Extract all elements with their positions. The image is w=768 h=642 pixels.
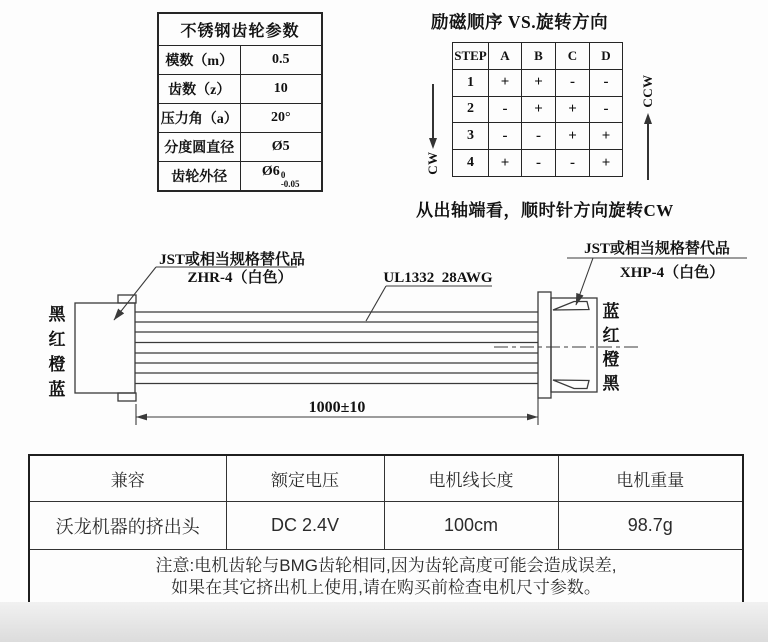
gear-param-value: 20° <box>240 104 322 133</box>
table-row <box>158 75 322 104</box>
gear-spec-table <box>157 12 323 192</box>
polarity-cell: - <box>489 96 522 123</box>
wire-spec-leader <box>366 286 492 321</box>
step-header-cell: STEP <box>453 43 489 70</box>
gear-param-label: 压力角（a） <box>158 104 240 133</box>
connector-latch <box>553 302 589 311</box>
table-row <box>158 104 322 133</box>
spec-value-cell: 100cm <box>384 502 558 550</box>
wire-color-label: 红 <box>602 326 620 345</box>
step-number: 1 <box>453 69 489 96</box>
step-number: 3 <box>453 123 489 150</box>
tolerance-stack <box>281 171 300 189</box>
polarity-cell: + <box>590 123 623 150</box>
left-connector-label-line2: ZHR-4（白色） <box>187 270 293 286</box>
left-connector <box>75 295 136 401</box>
cable-drawing <box>0 228 768 442</box>
dim-arrowhead-icon <box>527 414 538 421</box>
table-row <box>158 162 322 192</box>
gear-od-value: Ø6 <box>261 163 280 179</box>
table-row <box>453 123 623 150</box>
spec-header-cell: 额定电压 <box>226 455 384 502</box>
table-row <box>29 502 743 550</box>
gear-param-value <box>240 162 322 192</box>
left-connector-label-line1: JST或相当规格替代品 <box>159 252 305 268</box>
connector-latch <box>553 380 589 389</box>
polarity-cell: - <box>522 123 556 150</box>
right-connector-label-line2: XHP-4（白色） <box>619 265 725 281</box>
ccw-label: CCW <box>640 74 655 108</box>
phase-header-cell: C <box>556 43 590 70</box>
dim-arrowhead-icon <box>136 414 147 421</box>
wire-color-label: 蓝 <box>48 380 66 399</box>
wire-spec-label: UL1332 28AWG <box>383 270 493 286</box>
wire-color-label: 黑 <box>48 305 66 324</box>
wire-color-label: 红 <box>48 330 66 349</box>
cw-arrow <box>432 84 434 140</box>
gear-param-value: 0.5 <box>240 46 322 75</box>
table-row <box>453 150 623 177</box>
note-line2: 如果在其它挤出机上使用,请在购买前检查电机尺寸参数。 <box>171 578 601 597</box>
excitation-table <box>452 42 623 177</box>
wire-bundle <box>135 312 538 384</box>
polarity-cell: - <box>590 96 623 123</box>
footer-gradient <box>0 602 768 642</box>
spec-value-cell: 98.7g <box>558 502 743 550</box>
cw-label: CW <box>425 151 440 175</box>
table-row <box>158 133 322 162</box>
gear-param-value: 10 <box>240 75 322 104</box>
table-row <box>453 96 623 123</box>
polarity-cell: + <box>590 150 623 177</box>
table-row <box>29 455 743 502</box>
spec-header-cell: 电机重量 <box>558 455 743 502</box>
spec-value-cell: DC 2.4V <box>226 502 384 550</box>
polarity-cell: + <box>522 96 556 123</box>
table-row <box>453 69 623 96</box>
polarity-cell: - <box>522 150 556 177</box>
polarity-cell: + <box>556 96 590 123</box>
table-row <box>453 43 623 70</box>
wire-color-label: 橙 <box>48 355 66 374</box>
left-wire-color-labels <box>49 305 67 399</box>
wire-color-label: 橙 <box>602 350 620 369</box>
excitation-title: 励磁顺序 VS.旋转方向 <box>431 12 609 32</box>
note-cell <box>29 550 743 606</box>
step-number: 4 <box>453 150 489 177</box>
polarity-cell: - <box>556 150 590 177</box>
gear-param-label: 齿轮外径 <box>158 162 240 192</box>
tolerance-upper: 0 <box>280 169 286 180</box>
phase-header-cell: B <box>522 43 556 70</box>
step-number: 2 <box>453 96 489 123</box>
rotation-caption: 从出轴端看，顺时针方向旋转CW <box>416 201 674 220</box>
phase-header-cell: D <box>590 43 623 70</box>
tolerance-lower: -0.05 <box>280 178 300 189</box>
spec-header-cell: 兼容 <box>29 455 226 502</box>
gear-table-title: 不锈钢齿轮参数 <box>158 13 322 46</box>
wire-color-label: 黑 <box>602 374 620 393</box>
ccw-arrow <box>647 123 649 180</box>
phase-header-cell: A <box>489 43 522 70</box>
spec-header-cell: 电机线长度 <box>384 455 558 502</box>
table-row <box>29 550 743 606</box>
polarity-cell: + <box>522 69 556 96</box>
spec-table <box>28 454 744 606</box>
cable-length-text: 1000±10 <box>308 399 366 416</box>
spec-value-cell: 沃龙机器的挤出头 <box>29 502 226 550</box>
gear-param-label: 齿数（z） <box>158 75 240 104</box>
gear-param-label: 模数（m） <box>158 46 240 75</box>
gear-param-value: Ø5 <box>240 133 322 162</box>
right-connector-label-line1: JST或相当规格替代品 <box>584 241 730 257</box>
right-connector <box>538 292 597 398</box>
polarity-cell: + <box>489 69 522 96</box>
polarity-cell: - <box>590 69 623 96</box>
polarity-cell: - <box>556 69 590 96</box>
gear-param-label: 分度圆直径 <box>158 133 240 162</box>
table-row <box>158 13 322 46</box>
note-line1: 注意:电机齿轮与BMG齿轮相同,因为齿轮高度可能会造成误差, <box>155 556 617 575</box>
wire-color-label: 蓝 <box>602 302 620 321</box>
polarity-cell: - <box>489 123 522 150</box>
table-row <box>158 46 322 75</box>
polarity-cell: + <box>489 150 522 177</box>
polarity-cell: + <box>556 123 590 150</box>
